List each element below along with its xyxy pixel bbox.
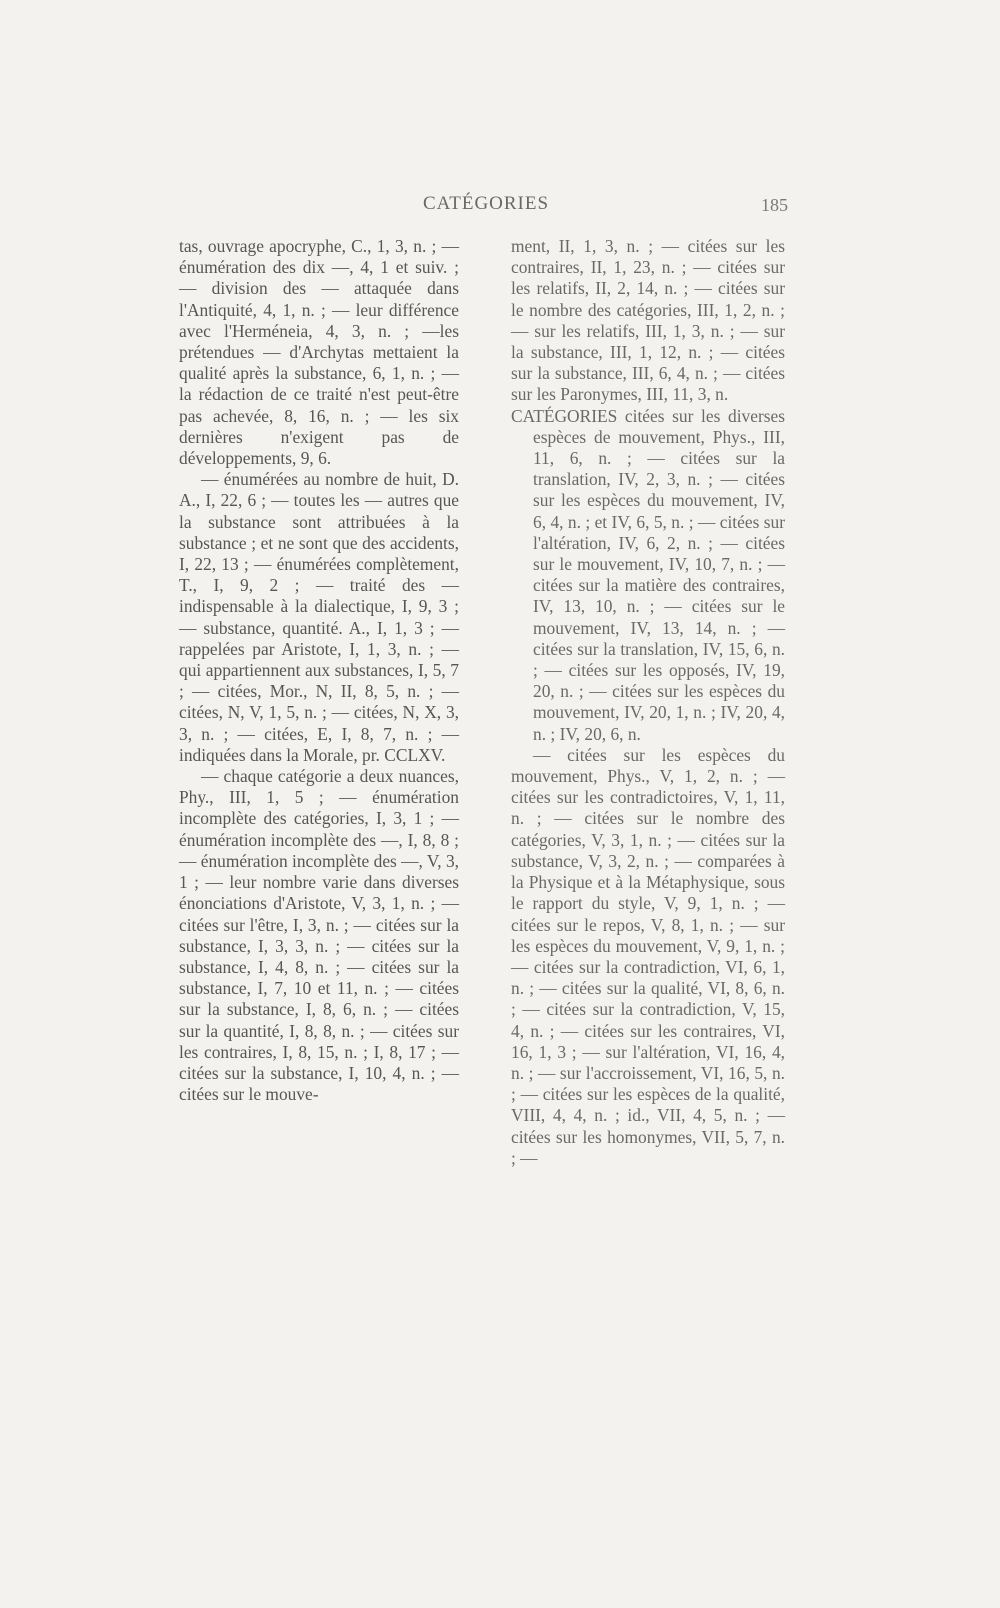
- running-head: [180, 193, 792, 217]
- index-entry: CATÉGORIES citées sur les diverses espèces de mouvement, Phys., III, 11, 6, n. ; — citées sur la translation, IV, 2, 3, n. ; — citées sur les espèces du mouvement, IV, 6, 4, n. ; et IV, 6, 5, n. ; — citées sur l'altération, IV, 6, 2, n. ; — citées sur le mouvement, IV, 10, 7, n. ; — citées sur la matière des contraires, IV, 13, 10, n. ; — citées sur le mouvement, IV, 13, 14, n. ; — citées sur la translation, IV, 15, 6, n. ; — citées sur les opposés, IV, 19, 20, n. ; — citées sur les espèces du mouvement, IV, 20, 1, n. ; IV, 20, 4, n. ; IV, 20, 6, n.: [511, 405, 785, 744]
- index-paragraph: ment, II, 1, 3, n. ; — citées sur les contraires, II, 1, 23, n. ; — citées sur les relatifs, II, 2, 14, n. ; — citées sur le nombre des catégories, III, 1, 2, n. ; — sur les relatifs, III, 1, 3, n. ; — sur la substance, III, 1, 12, n. ; — citées sur la substance, III, 6, 4, n. ; — citées sur les Paronymes, III, 11, 3, n.: [511, 236, 785, 405]
- index-paragraph: — citées sur les espèces du mouvement, Phys., V, 1, 2, n. ; — citées sur les contradictoires, V, 1, 11, n. ; — citées sur le nombre des catégories, V, 3, 1, n. ; — citées sur la substance, V, 3, 2, n. ; — comparées à la Physique et à la Métaphysique, sous le rapport du style, V, 9, 1, n. ; — citées sur le repos, V, 8, 1, n. ; — sur les espèces du mouvement, V, 9, 1, n. ; — citées sur la contradiction, VI, 6, 1, n. ; — citées sur la qualité, VI, 8, 6, n. ; — citées sur la contradiction, V, 15, 4, n. ; — citées sur les contraires, VI, 16, 1, 3 ; — sur l'altération, VI, 16, 4, n. ; — sur l'accroissement, VI, 16, 5, n. ; — citées sur les espèces de la qualité, VIII, 4, 4, n. ; id., VII, 4, 5, n. ; — citées sur les homonymes, VII, 5, 7, n. ; —: [511, 744, 785, 1168]
- index-paragraph: — énumérées au nombre de huit, D. A., I, 22, 6 ; — toutes les — autres que la substance sont attribuées à la substance ; et ne sont que des accidents, I, 22, 13 ; — énumérées complètement, T., I, 9, 2 ; — traité des — indispensable à la dialectique, I, 9, 3 ; — substance, quantité. A., I, 1, 3 ; — rappelées par Aristote, I, 1, 3, n. ; — qui appartiennent aux substances, I, 5, 7 ; — citées, Mor., N, II, 8, 5, n. ; — citées, N, V, 1, 5, n. ; — citées, N, X, 3, 3, n. ; — citées, E, I, 8, 7, n. ; — indiquées dans la Morale, pr. CCLXV.: [179, 469, 459, 765]
- page-title: CATÉGORIES: [422, 193, 550, 214]
- index-paragraph: tas, ouvrage apocryphe, C., 1, 3, n. ; — énumération des dix —, 4, 1 et suiv. ; — division des — attaquée dans l'Antiquité, 4, 1, n. ; — leur différence avec l'Herméneia, 4, 3, n. ; —les prétendues — d'Archytas mettaient la qualité après la substance, 6, 1, n. ; — la rédaction de ce traité n'est peut-être pas achevée, 8, 16, n. ; — les six dernières n'exigent pas de développements, 9, 6.: [179, 236, 459, 469]
- right-column: [511, 236, 785, 1316]
- index-paragraph: — chaque catégorie a deux nuances, Phy., III, 1, 5 ; — énumération incomplète des catégories, I, 3, 1 ; — énumération incomplète des —, I, 8, 8 ; — énumération incomplète des —, V, 3, 1 ; — leur nombre varie dans diverses énonciations d'Aristote, V, 3, 1, n. ; — citées sur l'être, I, 3, n. ; — citées sur la substance, I, 3, 3, n. ; — citées sur la substance, I, 4, 8, n. ; — citées sur la substance, I, 7, 10 et 11, n. ; — citées sur la substance, I, 8, 6, n. ; — citées sur la quantité, I, 8, 8, n. ; — citées sur les contraires, I, 8, 15, n. ; I, 8, 17 ; — citées sur la substance, I, 10, 4, n. ; — citées sur le mouve-: [179, 766, 459, 1105]
- left-column: [179, 236, 459, 1316]
- page-number: 185: [761, 195, 788, 215]
